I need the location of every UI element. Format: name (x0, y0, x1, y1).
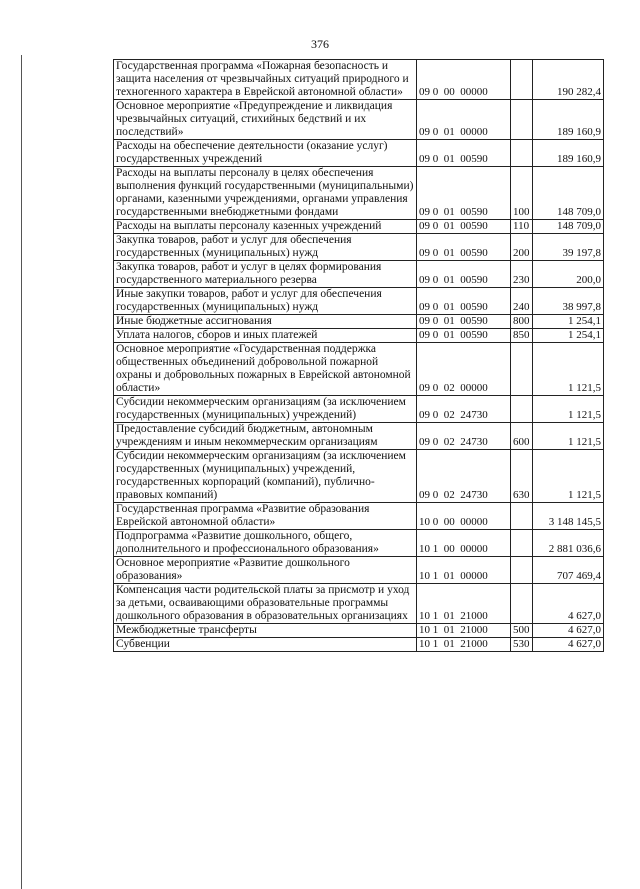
row-name: Иные бюджетные ассигнования (114, 315, 417, 329)
row-sum: 189 160,9 (533, 140, 604, 167)
row-expense-type (511, 60, 533, 100)
table-row (114, 167, 604, 220)
row-code: 09 0 01 00590 (417, 329, 511, 343)
row-code: 09 0 02 24730 (417, 423, 511, 450)
margin-line (21, 55, 22, 889)
row-expense-type: 240 (511, 288, 533, 315)
row-expense-type: 200 (511, 234, 533, 261)
row-expense-type (511, 503, 533, 530)
row-sum: 39 197,8 (533, 234, 604, 261)
table-row (114, 503, 604, 530)
row-sum: 148 709,0 (533, 220, 604, 234)
row-expense-type (511, 343, 533, 396)
row-expense-type: 800 (511, 315, 533, 329)
row-sum: 38 997,8 (533, 288, 604, 315)
row-code: 10 1 00 00000 (417, 530, 511, 557)
table-row (114, 220, 604, 234)
row-expense-type (511, 100, 533, 140)
row-sum: 4 627,0 (533, 624, 604, 638)
row-code: 09 0 02 24730 (417, 396, 511, 423)
table-row (114, 288, 604, 315)
row-name: Субвенции (114, 638, 417, 652)
row-code: 10 1 01 21000 (417, 638, 511, 652)
row-expense-type: 630 (511, 450, 533, 503)
row-sum: 200,0 (533, 261, 604, 288)
table-row (114, 343, 604, 396)
table-row (114, 140, 604, 167)
table-row (114, 60, 604, 100)
row-sum: 190 282,4 (533, 60, 604, 100)
row-code: 09 0 01 00590 (417, 288, 511, 315)
row-sum: 1 254,1 (533, 315, 604, 329)
row-name: Иные закупки товаров, работ и услуг для обеспечения государственных (муниципальных) нужд (114, 288, 417, 315)
table-row (114, 396, 604, 423)
row-expense-type (511, 584, 533, 624)
row-sum: 189 160,9 (533, 100, 604, 140)
row-expense-type (511, 396, 533, 423)
row-code: 09 0 01 00590 (417, 140, 511, 167)
row-expense-type: 850 (511, 329, 533, 343)
row-expense-type (511, 530, 533, 557)
table-row (114, 557, 604, 584)
row-name: Компенсация части родительской платы за присмотр и уход за детьми, осваивающими образовательные программы дошкольного образования в образовательных организациях (114, 584, 417, 624)
row-name: Основное мероприятие «Развитие дошкольного образования» (114, 557, 417, 584)
row-name: Расходы на выплаты персоналу казенных учреждений (114, 220, 417, 234)
row-name: Закупка товаров, работ и услуг в целях формирования государственного материального резерва (114, 261, 417, 288)
table-row (114, 100, 604, 140)
row-code: 09 0 01 00590 (417, 220, 511, 234)
table-row (114, 423, 604, 450)
row-sum: 707 469,4 (533, 557, 604, 584)
row-sum: 1 121,5 (533, 423, 604, 450)
row-code: 09 0 01 00590 (417, 167, 511, 220)
row-name: Субсидии некоммерческим организациям (за исключением государственных (муниципальных) учреждений, государственных корпораций (компаний), публично-правовых компаний) (114, 450, 417, 503)
row-code: 09 0 02 00000 (417, 343, 511, 396)
row-expense-type (511, 140, 533, 167)
row-name: Межбюджетные трансферты (114, 624, 417, 638)
table-row (114, 450, 604, 503)
row-sum: 4 627,0 (533, 584, 604, 624)
row-sum: 1 121,5 (533, 396, 604, 423)
row-name: Предоставление субсидий бюджетным, автономным учреждениям и иным некоммерческим организациям (114, 423, 417, 450)
row-code: 09 0 01 00590 (417, 234, 511, 261)
row-sum: 148 709,0 (533, 167, 604, 220)
table-row (114, 329, 604, 343)
row-sum: 3 148 145,5 (533, 503, 604, 530)
row-code: 09 0 00 00000 (417, 60, 511, 100)
row-expense-type: 530 (511, 638, 533, 652)
row-sum: 1 121,5 (533, 343, 604, 396)
budget-table (113, 59, 604, 652)
table-row (114, 261, 604, 288)
table-row (114, 624, 604, 638)
row-code: 09 0 01 00590 (417, 315, 511, 329)
row-name: Расходы на обеспечение деятельности (оказание услуг) государственных учреждений (114, 140, 417, 167)
row-code: 10 0 00 00000 (417, 503, 511, 530)
row-code: 09 0 02 24730 (417, 450, 511, 503)
row-sum: 4 627,0 (533, 638, 604, 652)
row-expense-type: 100 (511, 167, 533, 220)
row-code: 10 1 01 21000 (417, 624, 511, 638)
row-expense-type: 500 (511, 624, 533, 638)
table-row (114, 638, 604, 652)
row-name: Подпрограмма «Развитие дошкольного, общего, дополнительного и профессионального образования» (114, 530, 417, 557)
row-name: Субсидии некоммерческим организациям (за исключением государственных (муниципальных) учреждений) (114, 396, 417, 423)
row-name: Расходы на выплаты персоналу в целях обеспечения выполнения функций государственными (муниципальными) органами, казенными учреждениями, органами управления государственными внебюджетными фондами (114, 167, 417, 220)
table-row (114, 584, 604, 624)
row-code: 09 0 01 00590 (417, 261, 511, 288)
row-sum: 1 121,5 (533, 450, 604, 503)
row-expense-type: 600 (511, 423, 533, 450)
row-name: Государственная программа «Пожарная безопасность и защита населения от чрезвычайных ситуаций природного и техногенного характера в Еврейской автономной области» (114, 60, 417, 100)
table-row (114, 234, 604, 261)
row-expense-type (511, 557, 533, 584)
row-name: Государственная программа «Развитие образования Еврейской автономной области» (114, 503, 417, 530)
row-expense-type: 110 (511, 220, 533, 234)
row-code: 09 0 01 00000 (417, 100, 511, 140)
row-name: Закупка товаров, работ и услуг для обеспечения государственных (муниципальных) нужд (114, 234, 417, 261)
row-code: 10 1 01 21000 (417, 584, 511, 624)
page-number: 376 (311, 37, 329, 51)
row-code: 10 1 01 00000 (417, 557, 511, 584)
row-name: Основное мероприятие «Предупреждение и ликвидация чрезвычайных ситуаций, стихийных бедствий и их последствий» (114, 100, 417, 140)
row-sum: 2 881 036,6 (533, 530, 604, 557)
table-row (114, 530, 604, 557)
table-row (114, 315, 604, 329)
row-expense-type: 230 (511, 261, 533, 288)
row-sum: 1 254,1 (533, 329, 604, 343)
row-name: Уплата налогов, сборов и иных платежей (114, 329, 417, 343)
row-name: Основное мероприятие «Государственная поддержка общественных объединений добровольной пожарной охраны и добровольных пожарных в Еврейской автономной области» (114, 343, 417, 396)
